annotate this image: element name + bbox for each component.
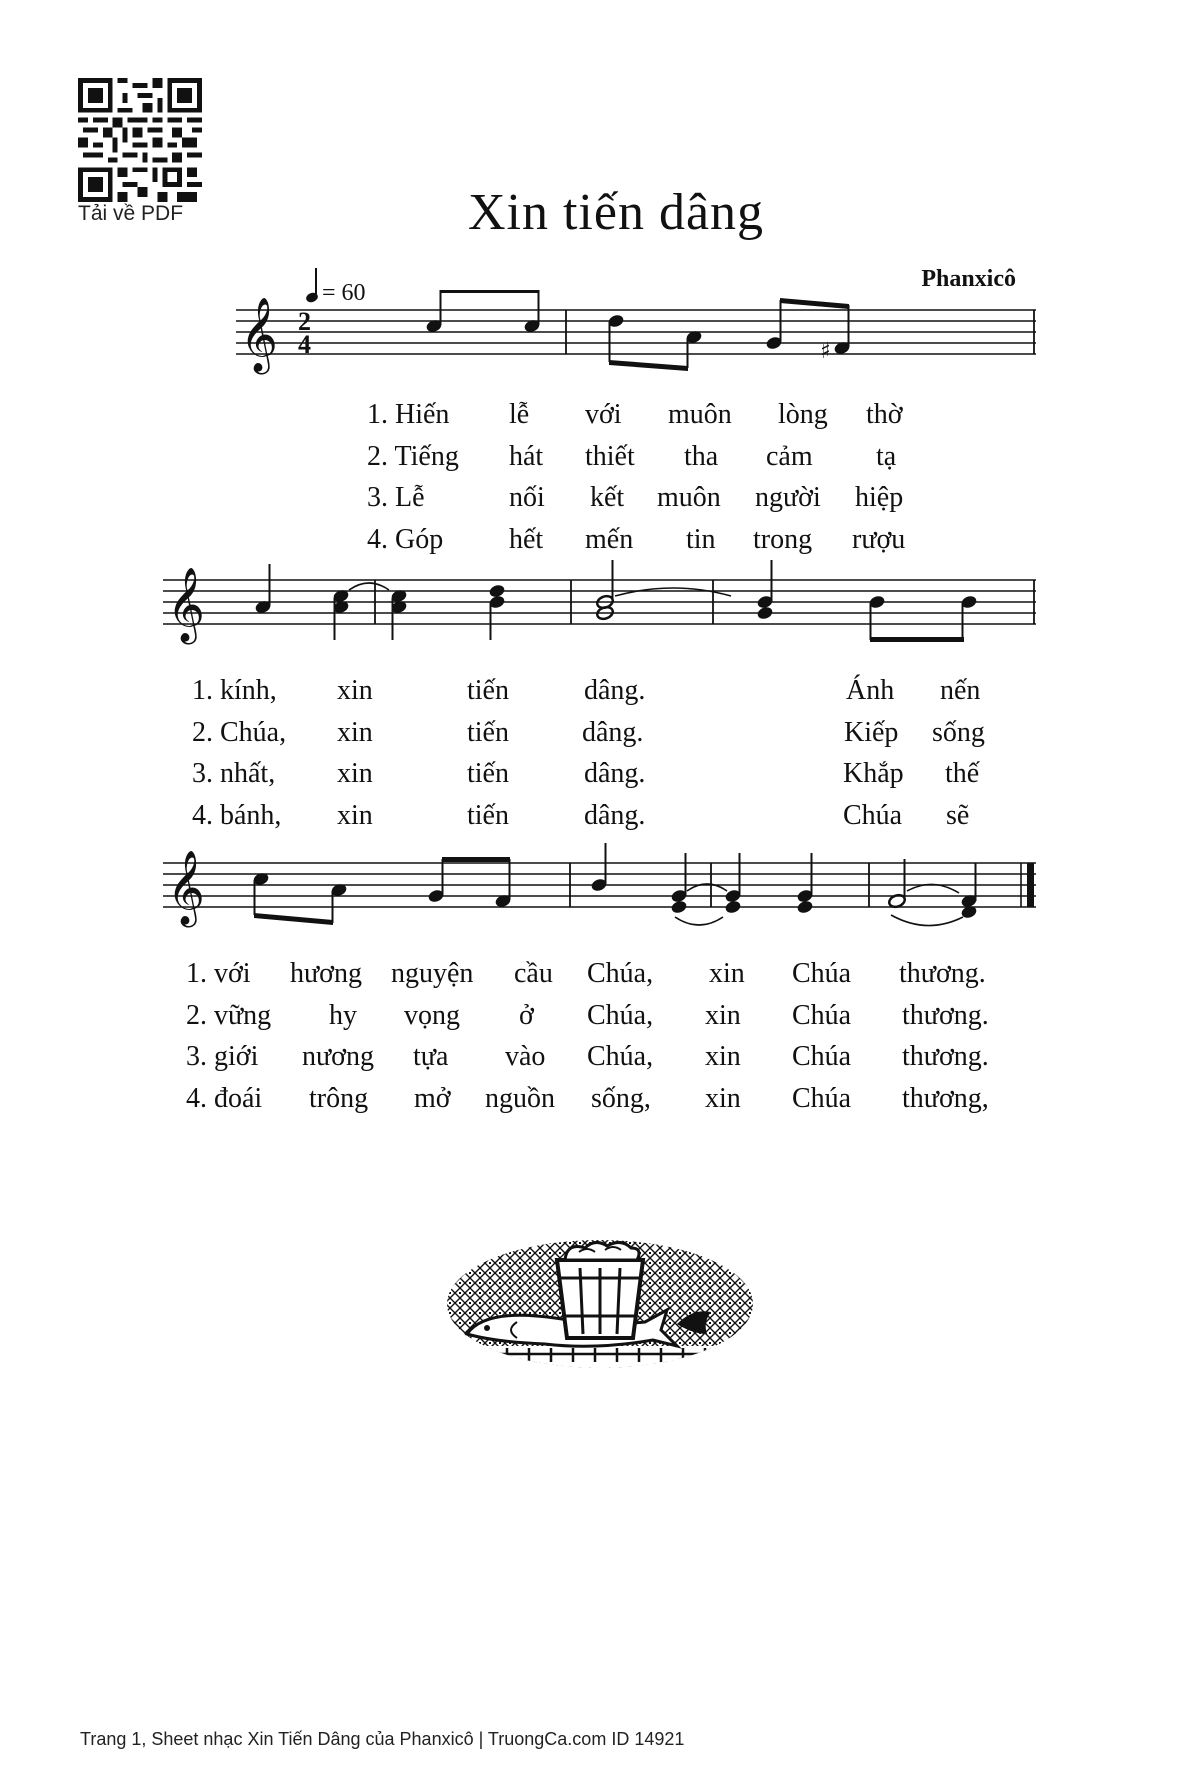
lyric-line: 2. Tiếng hát thiết tha cảm tạ [367,440,897,472]
staff-system-2 [163,560,1036,670]
time-signature-top: 2 [298,307,311,336]
treble-clef-icon: 𝄞 [167,851,205,925]
lyric-line: 4. bánh, xin tiến dâng. Chúa sẽ [192,799,970,831]
lyrics-system-2 [0,670,1200,836]
composer-name: Phanxicô [921,266,1016,292]
tempo-marking: = 60 [306,274,366,307]
lyric-line: 4. Góp hết mến tin trong rượu [367,523,906,555]
lyric-line: 3. Lễ nối kết muôn người hiệp [367,482,904,513]
lyric-line: 3. nhất, xin tiến dâng. Khắp thế [192,758,980,789]
lyric-line: 2. Chúa, xin tiến dâng. Kiếp sống [192,716,985,748]
song-title: Xin tiến dâng [467,183,765,241]
svg-text:♯: ♯ [820,339,831,364]
page-footer: Trang 1, Sheet nhạc Xin Tiến Dâng của Phanxicô | TruongCa.com ID 14921 [80,1729,685,1749]
staff-system-1 [236,290,1036,400]
treble-clef-icon: 𝄞 [167,568,205,642]
lyric-line: 1. với hương nguyện cầu Chúa, xin Chúa thương. [186,958,986,989]
lyric-line: 1. Hiến lễ với muôn lòng thờ [367,399,903,430]
lyric-line: 1. kính, xin tiến dâng. Ánh nến [192,675,981,706]
lyrics-system-1 [0,394,1200,560]
lyric-line: 4. đoái trông mở nguồn sống, xin Chúa thương, [186,1082,989,1114]
staff-system-3 [163,843,1036,953]
bread-and-fish-emblem-icon [445,1238,755,1380]
lyric-line: 3. giới nương tựa vào Chúa, xin Chúa thương. [186,1041,989,1072]
lyrics-system-3 [0,953,1200,1119]
lyric-line: 2. vững hy vọng ở Chúa, xin Chúa thương. [186,999,989,1031]
time-signature-bottom: 4 [298,330,311,359]
treble-clef-icon: 𝄞 [240,298,278,372]
download-pdf-link[interactable]: Tải về PDF [78,202,184,225]
